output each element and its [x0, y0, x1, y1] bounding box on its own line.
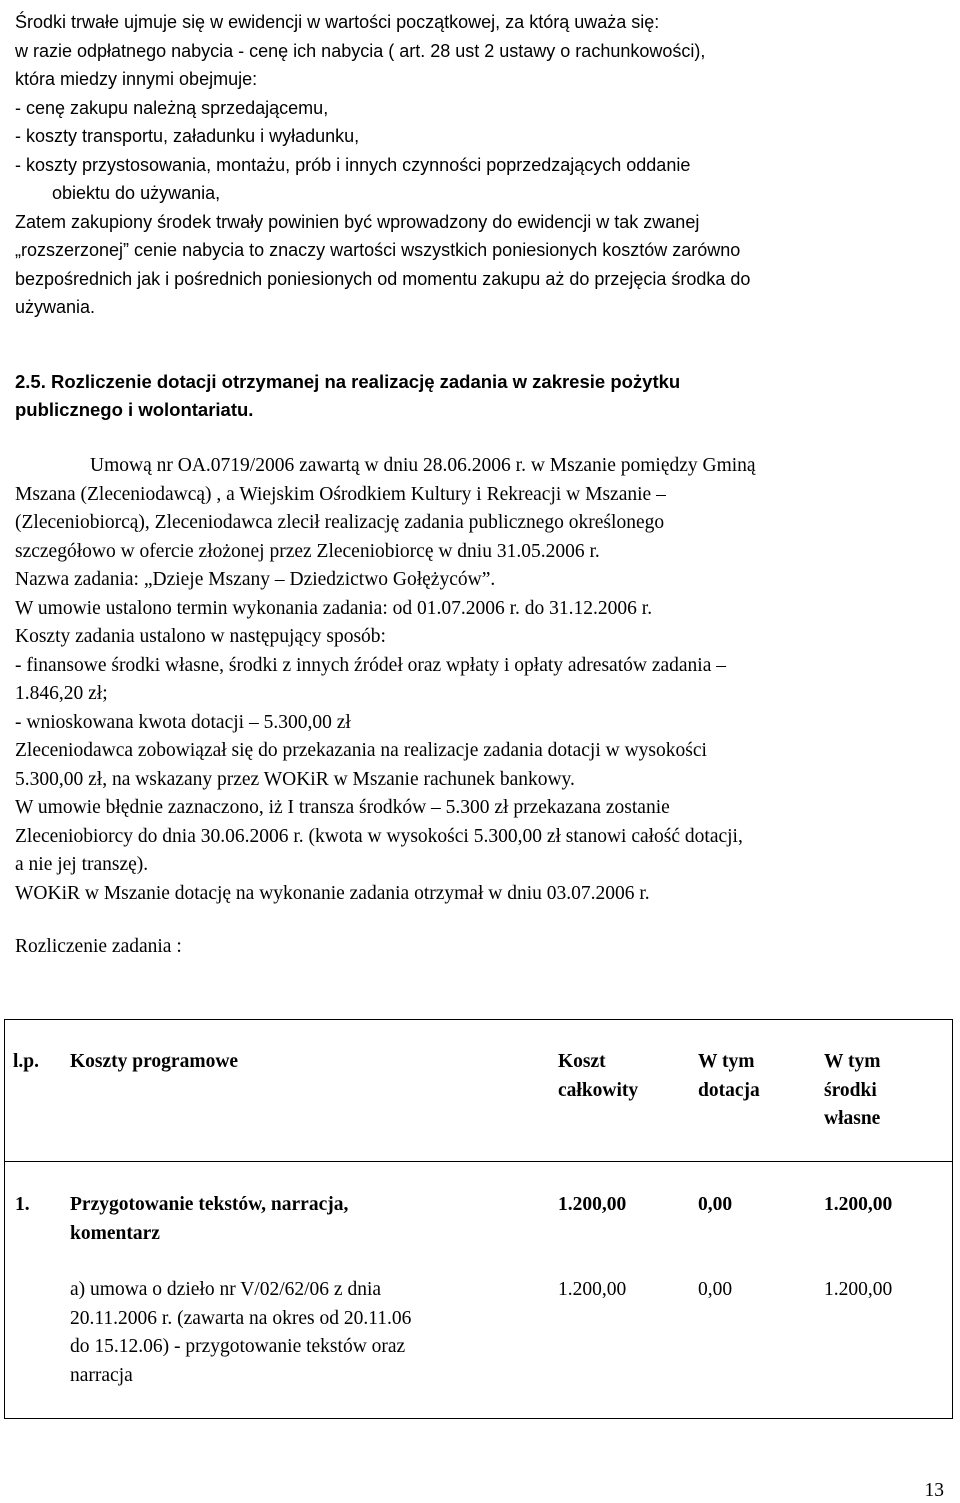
intro-line: bezpośrednich jak i pośrednich poniesionych od momentu zakupu aż do przejęcia środka do	[15, 268, 751, 289]
body-line: WOKiR w Mszanie dotację na wykonanie zadania otrzymał w dniu 03.07.2006 r.	[15, 882, 650, 904]
intro-list-item-continued: obiektu do używania,	[52, 183, 221, 203]
body-line: 1.846,20 zł;	[15, 683, 108, 704]
header-srodki-line: własne	[824, 1108, 881, 1129]
body-line: - wnioskowana kwota dotacji – 5.300,00 zł	[15, 711, 351, 733]
body-line: Mszana (Zleceniodawcą) , a Wiejskim Ośrodkiem Kultury i Rekreacji w Mszanie –	[15, 483, 666, 505]
settlement-label: Rozliczenie zadania :	[15, 936, 182, 957]
intro-list-item: - koszty przystosowania, montażu, prób i innych czynności poprzedzających oddanie	[15, 154, 691, 175]
header-koszt-line: całkowity	[558, 1079, 639, 1101]
body-line: 5.300,00 zł, na wskazany przez WOKiR w Mszanie rachunek bankowy.	[15, 768, 575, 790]
row1a-desc	[70, 1276, 411, 1390]
table-header-divider	[5, 1161, 952, 1162]
header-koszt-calkowity	[558, 1048, 638, 1105]
intro-line: Zatem zakupiony środek trwały powinien być wprowadzony do ewidencji w tak zwanej	[15, 211, 700, 232]
row1a-koszt: 1.200,00	[558, 1279, 627, 1300]
header-srodki-line: środki	[824, 1079, 877, 1101]
row1a-desc-line: a) umowa o dzieło nr V/02/62/06 z dnia	[70, 1279, 382, 1300]
body-paragraph	[15, 452, 950, 908]
header-dotacja-line: W tym	[698, 1051, 755, 1072]
header-dotacja-line: dotacja	[698, 1079, 760, 1101]
row1-desc-line: Przygotowanie tekstów, narracja,	[70, 1194, 349, 1215]
intro-line: Środki trwałe ujmuje się w ewidencji w wartości początkowej, za którą uważa się:	[15, 12, 660, 32]
body-line: W umowie błędnie zaznaczono, iż I transza środków – 5.300 zł przekazana zostanie	[15, 797, 670, 818]
intro-line: w razie odpłatnego nabycia - cenę ich nabycia ( art. 28 ust 2 ustawy o rachunkowości),	[15, 40, 706, 61]
section-heading-line: 2.5. Rozliczenie dotacji otrzymanej na realizację zadania w zakresie pożytku	[15, 371, 681, 392]
header-koszt-line: Koszt	[558, 1051, 606, 1072]
body-line: szczegółowo w ofercie złożonej przez Zleceniobiorcę w dniu 31.05.2006 r.	[15, 540, 600, 562]
settlement-table	[4, 1019, 953, 1419]
row1-lp: 1.	[15, 1194, 30, 1215]
section-heading-line: publicznego i wolontariatu.	[15, 399, 254, 420]
intro-list-item: - koszty transportu, załadunku i wyładunku,	[15, 126, 360, 146]
body-line: a nie jej transzę).	[15, 854, 149, 875]
header-lp: l.p.	[13, 1051, 40, 1072]
row1-dotacja: 0,00	[698, 1194, 733, 1215]
row1-desc-line: komentarz	[70, 1222, 160, 1244]
body-line: Zleceniodawca zobowiązał się do przekazania na realizacje zadania dotacji w wysokości	[15, 740, 707, 761]
body-line: - finansowe środki własne, środki z innych źródeł oraz wpłaty i opłaty adresatów zadania –	[15, 654, 726, 676]
body-line: (Zleceniobiorcą), Zleceniodawca zlecił realizację zadania publicznego określonego	[15, 512, 665, 533]
body-line: Umową nr OA.0719/2006 zawartą w dniu 28.06.2006 r. w Mszanie pomiędzy Gminą	[90, 455, 756, 476]
row1a-desc-line: 20.11.2006 r. (zawarta na okres od 20.11.06	[70, 1307, 412, 1329]
intro-line: „rozszerzonej” cenie nabycia to znaczy wartości wszystkich poniesionych kosztów zarówno	[15, 240, 741, 260]
header-w-tym-dotacja	[698, 1048, 760, 1105]
intro-line: używania.	[15, 297, 96, 317]
body-line: W umowie ustalono termin wykonania zadania: od 01.07.2006 r. do 31.12.2006 r.	[15, 597, 653, 619]
row1-koszt: 1.200,00	[558, 1194, 627, 1215]
intro-line: która miedzy innymi obejmuje:	[15, 69, 258, 89]
body-line: Koszty zadania ustalono w następujący sposób:	[15, 626, 386, 647]
task-name-line: Nazwa zadania: „Dzieje Mszany – Dziedzictwo Gołężyców”.	[15, 569, 496, 590]
header-w-tym-srodki-wlasne	[824, 1048, 881, 1134]
body-line: Zleceniobiorcy do dnia 30.06.2006 r. (kwota w wysokości 5.300,00 zł stanowi całość dotacji,	[15, 825, 743, 847]
page-number: 13	[924, 1480, 944, 1501]
row1a-desc-line: narracja	[70, 1364, 133, 1386]
header-koszty-programowe: Koszty programowe	[70, 1051, 239, 1072]
row1-wlasne: 1.200,00	[824, 1194, 893, 1215]
row1a-dotacja: 0,00	[698, 1279, 733, 1300]
section-heading	[15, 368, 950, 424]
header-srodki-line: W tym	[824, 1051, 881, 1072]
intro-list-item: - cenę zakupu należną sprzedającemu,	[15, 97, 329, 118]
settlement-label-block	[15, 933, 950, 962]
intro-paragraph	[15, 8, 950, 322]
row1a-wlasne: 1.200,00	[824, 1279, 893, 1300]
row1a-desc-line: do 15.12.06) - przygotowanie tekstów oraz	[70, 1336, 406, 1357]
row1-desc	[70, 1191, 348, 1248]
